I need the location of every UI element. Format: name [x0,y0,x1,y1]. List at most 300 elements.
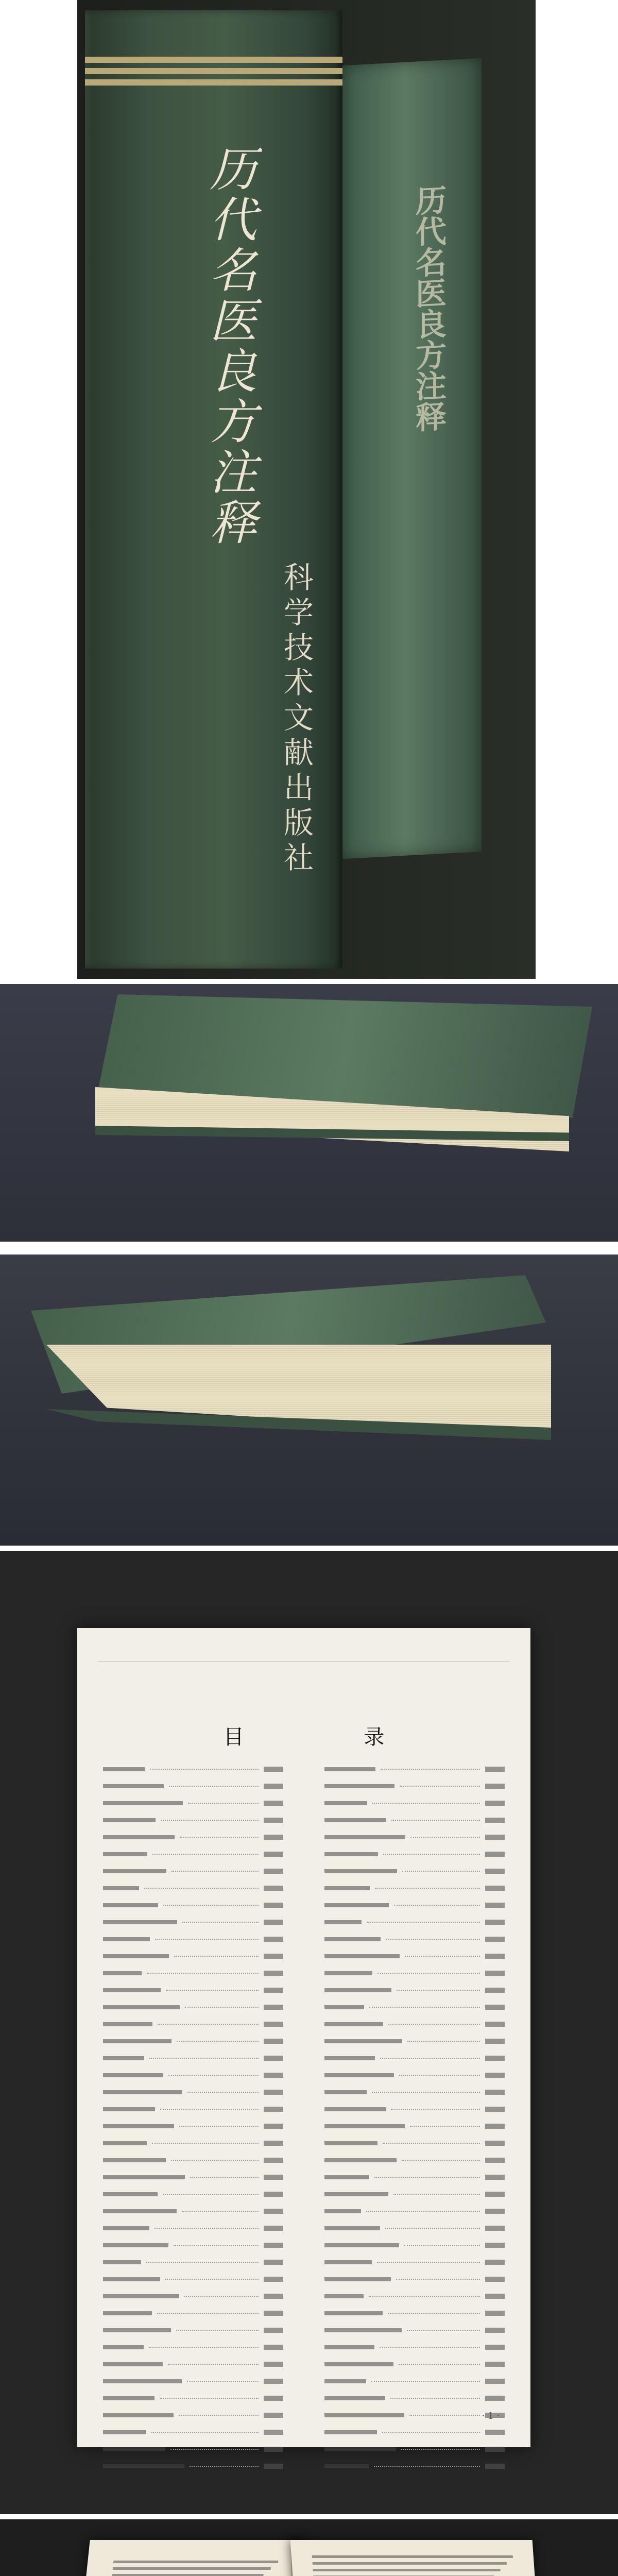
toc-leader-dots [152,1854,259,1855]
toc-entry-page [485,1903,505,1908]
toc-leader-dots [151,2432,259,2433]
toc-entry [324,2408,505,2422]
toc-leader-dots [396,2279,480,2280]
toc-entry [103,1915,283,1929]
toc-entry [324,1796,505,1810]
toc-leader-dots [177,2041,259,2042]
toc-entry-title [324,1818,386,1822]
toc-entry-page [264,1767,283,1772]
spine-gold-band [85,57,342,63]
toc-entry-page [264,2056,283,2061]
toc-entry-title [103,1937,150,1941]
toc-entry [103,2068,283,2082]
toc-leader-dots [380,2347,480,2348]
toc-leader-dots [369,2296,480,2297]
toc-entry-title [103,1920,177,1924]
toc-column-left [103,1762,283,2476]
toc-entry-page [485,1835,505,1840]
toc-leader-dots [163,2194,259,2195]
toc-leader-dots [149,2347,259,2348]
text-line [113,2561,279,2563]
spine-title: 历代名医良方注释 [202,144,257,548]
toc-entry-page [264,2362,283,2367]
toc-entry-page [264,2328,283,2333]
toc-entry-title [103,2022,152,2026]
toc-leader-dots [374,2466,480,2467]
toc-entry-page [485,1937,505,1942]
toc-entry [103,2289,283,2303]
toc-entry [103,2425,283,2439]
toc-leader-dots [160,2109,259,2110]
toc-leader-dots [386,1939,480,1940]
toc-entry-page [485,2260,505,2265]
toc-leader-dots [377,2262,480,2263]
toc-entry-title [103,2294,179,2298]
toc-leader-dots [160,2398,259,2399]
toc-entry-page [264,2090,283,2095]
toc-entry-page [485,2107,505,2112]
book-flat-photo-1 [0,984,618,1242]
toc-entry [324,1847,505,1861]
toc-entry [324,2238,505,2252]
toc-leader-dots [171,1871,259,1872]
toc-entry [103,1830,283,1844]
toc-entry [324,1915,505,1929]
toc-entry-title [103,2141,147,2145]
toc-leader-dots [399,2364,480,2365]
toc-entry-title [324,2294,364,2298]
toc-leader-dots [169,1786,259,1787]
toc-entry [103,2442,283,2456]
toc-leader-dots [155,1939,259,1940]
spine-publisher: 科学技术文献出版社 [279,562,314,877]
toc-entry [103,2204,283,2218]
toc-entry-page [264,2243,283,2248]
toc-entry-page [485,1886,505,1891]
toc-leader-dots [188,1803,259,1804]
toc-entry-page [264,2005,283,2010]
toc-entry-page [485,2209,505,2214]
toc-leader-dots [383,2143,480,2144]
toc-entry-title [103,1886,139,1890]
toc-entry [324,2017,505,2031]
toc-entry [103,2034,283,2048]
toc-entry [103,2391,283,2405]
toc-entry-page [485,1869,505,1874]
toc-entry-page [264,1886,283,1891]
toc-entry [324,2306,505,2320]
toc-entry-title [324,2192,388,2196]
toc-entry-title [103,1801,183,1805]
toc-entry-page [485,2124,505,2129]
toc-entry [103,2221,283,2235]
toc-entry-title [324,1971,372,1975]
contents-photo [0,1551,618,2514]
toc-leader-dots [393,2194,480,2195]
toc-entry-page [264,2277,283,2282]
toc-entry-title [103,1954,169,1958]
toc-entry [324,2204,505,2218]
toc-entry [103,1966,283,1980]
text-line [313,2562,507,2565]
toc-entry-page [264,2464,283,2469]
toc-leader-dots [407,2041,480,2042]
toc-entry-page [264,2073,283,2078]
toc-entry [324,2170,505,2184]
toc-leader-dots [404,2245,480,2246]
toc-entry-title [324,1937,381,1941]
toc-entry-page [264,2141,283,2146]
toc-entry-page [485,2311,505,2316]
toc-entry-title [103,2413,174,2417]
toc-entry [103,1779,283,1793]
toc-entry-title [324,2328,402,2332]
toc-leader-dots [149,2058,259,2059]
toc-entry [324,1830,505,1844]
text-line [312,2555,513,2558]
toc-entry-page [264,2379,283,2384]
toc-entry-title [103,1835,175,1839]
toc-entry-title [103,2158,166,2162]
toc-column-right [324,1762,505,2476]
toc-entry-page [485,2294,505,2299]
toc-entry-title [103,2090,182,2094]
left-page-text [93,2561,279,2576]
toc-entry-page [264,2260,283,2265]
toc-leader-dots [401,2449,480,2450]
toc-entry-page [485,2090,505,2095]
toc-leader-dots [190,2466,259,2467]
toc-entry [103,1796,283,1810]
toc-entry-title [324,1835,405,1839]
toc-entry-title [324,2362,393,2366]
toc-leader-dots [187,2092,259,2093]
toc-leader-dots [179,2126,259,2127]
toc-entry-title [103,2464,184,2468]
toc-entry-title [103,2379,182,2383]
toc-entry-title [324,2243,399,2247]
toc-entry-title [103,1988,161,1992]
toc-entry-title [324,1784,394,1788]
toc-entry-page [264,2022,283,2027]
toc-entry [103,1898,283,1912]
toc-entry [324,2425,505,2439]
toc-entry [103,2340,283,2354]
toc-entry [103,2323,283,2337]
text-line [112,2574,264,2576]
right-page [290,2540,550,2576]
toc-entry [103,2051,283,2065]
right-page-text [312,2555,527,2576]
toc-entry-title [324,1988,391,1992]
toc-entry-page [485,2345,505,2350]
toc-entry [324,1762,505,1776]
spine-gold-band [85,68,342,74]
toc-entry [103,2357,283,2371]
toc-entry-page [485,1767,505,1772]
toc-entry [324,2255,505,2269]
toc-entry-title [103,2430,146,2434]
toc-entry-page [485,2175,505,2180]
toc-entry-title [103,2039,171,2043]
toc-entry [103,2408,283,2422]
toc-entry-page [264,1971,283,1976]
toc-entry-title [103,1903,158,1907]
toc-entry [324,2391,505,2405]
toc-entry-page [485,2022,505,2027]
toc-entry-page [264,2039,283,2044]
toc-entry [103,2153,283,2167]
toc-entry-page [264,2175,283,2180]
toc-entry-title [324,2260,372,2264]
toc-entry-page [485,1852,505,1857]
toc-entry-title [103,2005,180,2009]
toc-entry [324,2289,505,2303]
toc-leader-dots [170,2449,259,2450]
toc-entry-title [324,2345,374,2349]
toc-entry-title [324,2124,405,2128]
toc-entry-page [264,2430,283,2435]
toc-leader-dots [402,2160,480,2161]
toc-entry-page [264,1937,283,1942]
toc-leader-dots [407,2330,480,2331]
toc-entry-title [103,1818,156,1822]
toc-entry-page [485,1920,505,1925]
cover-edge [342,58,482,859]
toc-entry-title [324,2379,366,2383]
toc-leader-dots [182,2211,259,2212]
toc-entry-page [264,1903,283,1908]
toc-leader-dots [390,2398,480,2399]
toc-entry-title [103,2311,152,2315]
toc-entry [103,1813,283,1827]
toc-entry-title [324,2022,383,2026]
toc-entry-page [485,2158,505,2163]
toc-leader-dots [163,1905,259,1906]
toc-entry [324,2136,505,2150]
toc-leader-dots [182,1922,259,1923]
toc-leader-dots [161,1820,259,1821]
toc-entry-title [103,2192,158,2196]
spine-photo [0,0,618,979]
toc-entry-title [324,2464,369,2468]
toc-leader-dots [187,2381,259,2382]
toc-entry-page [485,2039,505,2044]
toc-entry-title [324,2039,402,2043]
toc-leader-dots [385,2228,480,2229]
toc-leader-dots [144,1888,259,1889]
toc-entry-title [324,2158,397,2162]
toc-entry-page [485,2005,505,2010]
book-spine [85,10,342,969]
toc-entry [324,1932,505,1946]
toc-leader-dots [146,2262,259,2263]
toc-leader-dots [375,1888,480,1889]
toc-entry-title [103,2226,149,2230]
toc-entry-page [485,2243,505,2248]
toc-entry-title [103,2243,168,2247]
toc-entry-title [103,2175,185,2179]
toc-leader-dots [367,1922,480,1923]
toc-entry-title [324,1886,370,1890]
toc-leader-dots [372,1803,480,1804]
toc-entry [103,1983,283,1997]
toc-entry [324,2221,505,2235]
toc-entry [324,2034,505,2048]
toc-entry-page [485,2464,505,2469]
toc-entry-page [485,1784,505,1789]
toc-entry-title [103,1767,145,1771]
toc-leader-dots [184,2296,259,2297]
toc-leader-dots [165,2279,259,2280]
toc-entry-page [264,2209,283,2214]
toc-entry-title [103,1852,147,1856]
toc-entry [103,1864,283,1878]
toc-leader-dots [174,1956,259,1957]
toc-leader-dots [383,1854,480,1855]
toc-entry-page [264,1869,283,1874]
toc-leader-dots [391,2109,480,2110]
toc-entry-title [324,1801,367,1805]
toc-leader-dots [402,1871,480,1872]
toc-entry [324,2085,505,2099]
toc-entry-title [103,2124,174,2128]
toc-entry [324,2102,505,2116]
toc-entry [103,2374,283,2388]
open-book-photo-1 [0,2519,618,2576]
toc-entry [324,2357,505,2371]
toc-entry [103,1932,283,1946]
toc-entry-page [264,1784,283,1789]
toc-entry-page [264,2124,283,2129]
toc-leader-dots [157,2313,259,2314]
toc-leader-dots [388,2024,480,2025]
toc-leader-dots [168,2075,259,2076]
toc-leader-dots [409,2415,480,2416]
toc-entry [103,2136,283,2150]
toc-entry-page [264,1818,283,1823]
toc-entry-title [103,2447,165,2451]
left-page [64,2540,306,2576]
toc-leader-dots [176,2330,259,2331]
toc-entry [324,1983,505,1997]
toc-entry [103,2119,283,2133]
toc-leader-dots [372,2092,480,2093]
toc-entry-page [264,2345,283,2350]
toc-entry-title [324,2226,380,2230]
toc-entry-page [264,1988,283,1993]
toc-entry-page [485,2379,505,2384]
toc-entry-title [103,2056,144,2060]
toc-entry-title [103,2277,160,2281]
page-number: · 1 · [482,2411,500,2421]
toc-entry-title [324,2056,375,2060]
toc-entry-page [264,2294,283,2299]
toc-entry [103,2238,283,2252]
toc-leader-dots [179,2415,259,2416]
toc-entry-page [485,2328,505,2333]
toc-leader-dots [190,2177,259,2178]
toc-entry [324,2153,505,2167]
toc-entry [103,1847,283,1861]
toc-entry [324,1966,505,1980]
toc-entry-page [485,2277,505,2282]
toc-leader-dots [154,2228,259,2229]
toc-leader-dots [166,1990,259,1991]
toc-entry-title [103,2209,177,2213]
toc-entry-page [264,2396,283,2401]
toc-entry-page [264,1920,283,1925]
text-line [313,2569,500,2571]
spine-gold-band [85,79,342,86]
toc-leader-dots [366,2211,480,2212]
toc-entry-title [324,1920,362,1924]
toc-entry-page [264,2447,283,2452]
toc-leader-dots [391,1820,480,1821]
text-line [113,2567,271,2570]
toc-entry [324,1949,505,1963]
toc-entry-title [324,1869,397,1873]
toc-entry [103,2085,283,2099]
toc-entry [103,2017,283,2031]
toc-entry-title [324,2090,367,2094]
toc-entry [103,1762,283,1776]
toc-entry-title [324,2107,386,2111]
toc-entry-page [485,1971,505,1976]
page-header-line [98,1649,510,1662]
toc-leader-dots [399,2075,480,2076]
toc-entry [324,2000,505,2014]
toc-entry-page [485,2192,505,2197]
toc-entry-page [264,1801,283,1806]
toc-entry [324,2374,505,2388]
toc-entry [324,1864,505,1878]
toc-entry-title [324,2277,391,2281]
toc-entry [103,2272,283,2286]
toc-entry-page [264,2311,283,2316]
toc-entry [103,2102,283,2116]
toc-leader-dots [174,2245,259,2246]
cover-edge-title: 历代名医良方注释 [410,183,447,433]
toc-entry-page [485,1818,505,1823]
toc-entry [103,2459,283,2473]
toc-entry [103,2000,283,2014]
toc-entry [103,1949,283,1963]
toc-entry-page [485,2056,505,2061]
toc-entry-title [324,2396,385,2400]
toc-entry-title [324,2073,394,2077]
toc-entry-title [103,2345,144,2349]
contents-page [77,1628,530,2447]
toc-entry-title [103,1971,142,1975]
toc-leader-dots [150,1769,259,1770]
toc-leader-dots [400,1786,480,1787]
toc-entry [324,1813,505,1827]
toc-leader-dots [380,2058,480,2059]
toc-leader-dots [382,2432,480,2433]
toc-entry-page [485,2447,505,2452]
toc-entry-title [324,2005,364,2009]
toc-entry [103,1881,283,1895]
toc-leader-dots [405,1956,480,1957]
toc-leader-dots [397,1990,480,1991]
toc-entry-title [324,2175,369,2179]
toc-leader-dots [377,1973,480,1974]
toc-entry-title [324,1903,389,1907]
toc-entry-page [264,1835,283,1840]
toc-leader-dots [388,2313,480,2314]
toc-entry [324,1898,505,1912]
